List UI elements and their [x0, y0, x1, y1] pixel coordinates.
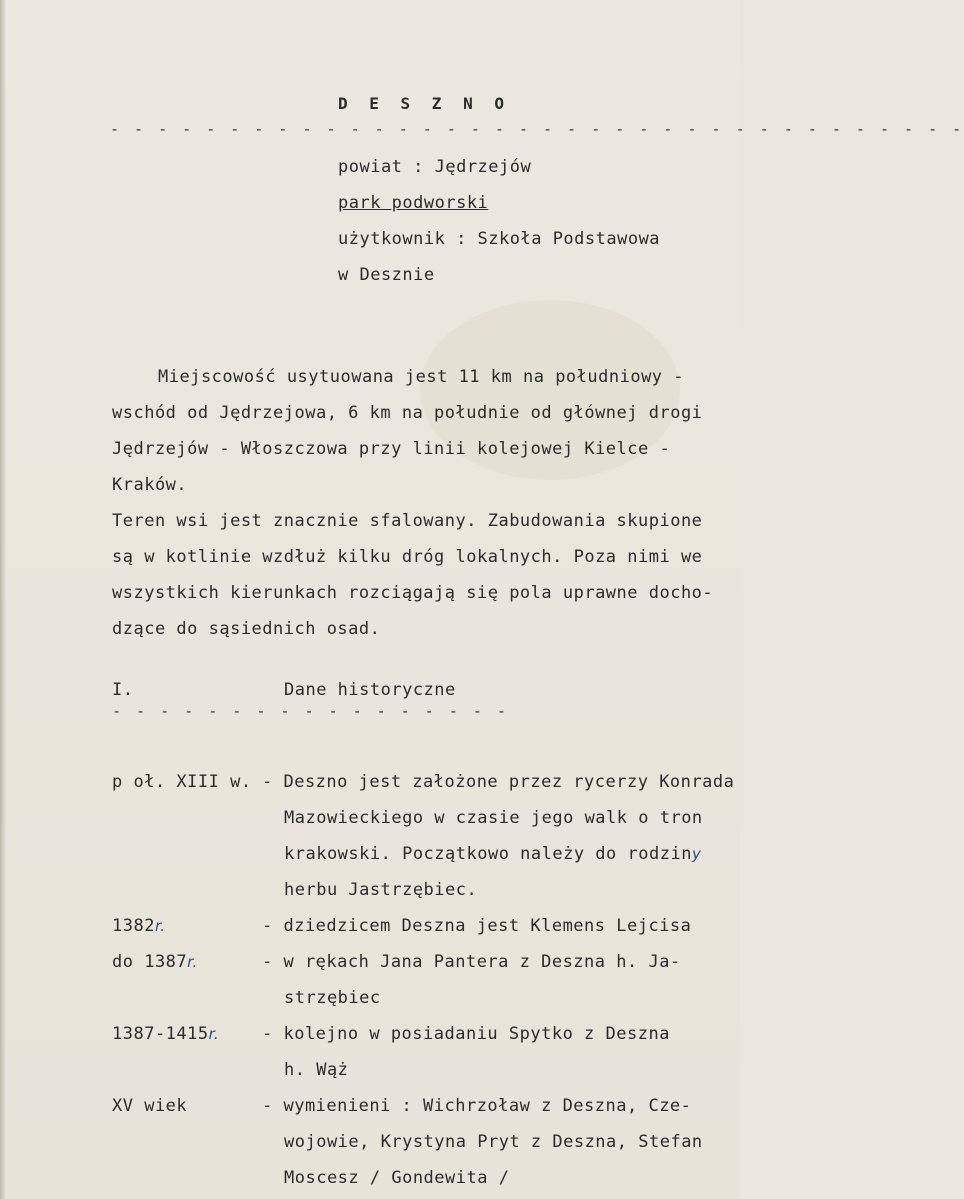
section-number: I. — [112, 680, 134, 700]
entry-date: XV wiek — [112, 1096, 188, 1116]
entry-line: h. Wąż — [284, 1060, 349, 1080]
meta-park: park podworski — [338, 193, 489, 213]
entry-date — [112, 916, 166, 936]
entry-date: p oł. XIII w. — [112, 772, 252, 792]
handwritten-note: r. — [187, 953, 198, 971]
page-binding-edge — [0, 0, 6, 1199]
paragraph2-line: Teren wsi jest znacznie sfalowany. Zabudowania skupione — [112, 511, 703, 531]
entry-date-text: 1387-1415 — [112, 1024, 209, 1044]
handwritten-correction: y — [691, 845, 702, 863]
paragraph2-line: są w kotlinie wzdłuż kilku dróg lokalnych. Poza nimi we — [112, 547, 703, 567]
handwritten-note: r. — [154, 917, 166, 935]
entry-date-text: 1382 — [112, 916, 155, 936]
paragraph1-line: wschód od Jędrzejowa, 6 km na południe od głównej drogi — [112, 403, 703, 423]
meta-powiat: powiat : Jędrzejów — [338, 157, 532, 177]
entry-line: Mazowieckiego w czasie jego walk o tron — [284, 808, 703, 828]
handwritten-note: r. — [208, 1025, 220, 1043]
section-heading: Dane historyczne — [284, 680, 456, 700]
title-rule: - - - - - - - - - - - - - - - - - - - - - - - - - - - - - - - - - - - - — [110, 120, 964, 138]
paragraph2-line: wszystkich kierunkach rozciągają się pola uprawne docho- — [112, 583, 714, 603]
entry-line — [284, 844, 701, 864]
entry-date — [112, 1024, 219, 1044]
paragraph1-line: Jędrzejów - Włoszczowa przy linii kolejowej Kielce - — [112, 439, 671, 459]
section-rule: - - - - - - - - - - - - - - - - - — [112, 702, 510, 720]
paragraph2-line: dzące do sąsiednich osad. — [112, 619, 381, 639]
entry-line: strzębiec — [284, 988, 381, 1008]
entry-line: - Deszno jest założone przez rycerzy Konrada — [262, 772, 735, 792]
document-title: D E S Z N O — [338, 94, 510, 113]
entry-line: Moscesz / Gondewita / — [284, 1168, 510, 1188]
entry-line: - kolejno w posiadaniu Spytko z Deszna — [262, 1024, 670, 1044]
entry-line: - wymienieni : Wichrzoław z Deszna, Cze- — [262, 1096, 692, 1116]
entry-date — [112, 952, 198, 972]
entry-line: herbu Jastrzębiec. — [284, 880, 478, 900]
entry-line: wojowie, Krystyna Pryt z Deszna, Stefan — [284, 1132, 703, 1152]
meta-location: w Desznie — [338, 265, 435, 285]
paragraph1-line: Miejscowość usytuowana jest 11 km na południowy - — [158, 367, 685, 387]
meta-uzytkownik: użytkownik : Szkoła Podstawowa — [338, 229, 661, 249]
entry-date-text: do 1387 — [112, 952, 188, 972]
entry-line: - w rękach Jana Pantera z Deszna h. Ja- — [262, 952, 681, 972]
entry-line: - dziedzicem Deszna jest Klemens Lejcisa — [262, 916, 692, 936]
entry-line-text: krakowski. Początkowo należy do rodzin — [284, 844, 692, 864]
paragraph1-line: Kraków. — [112, 475, 188, 495]
